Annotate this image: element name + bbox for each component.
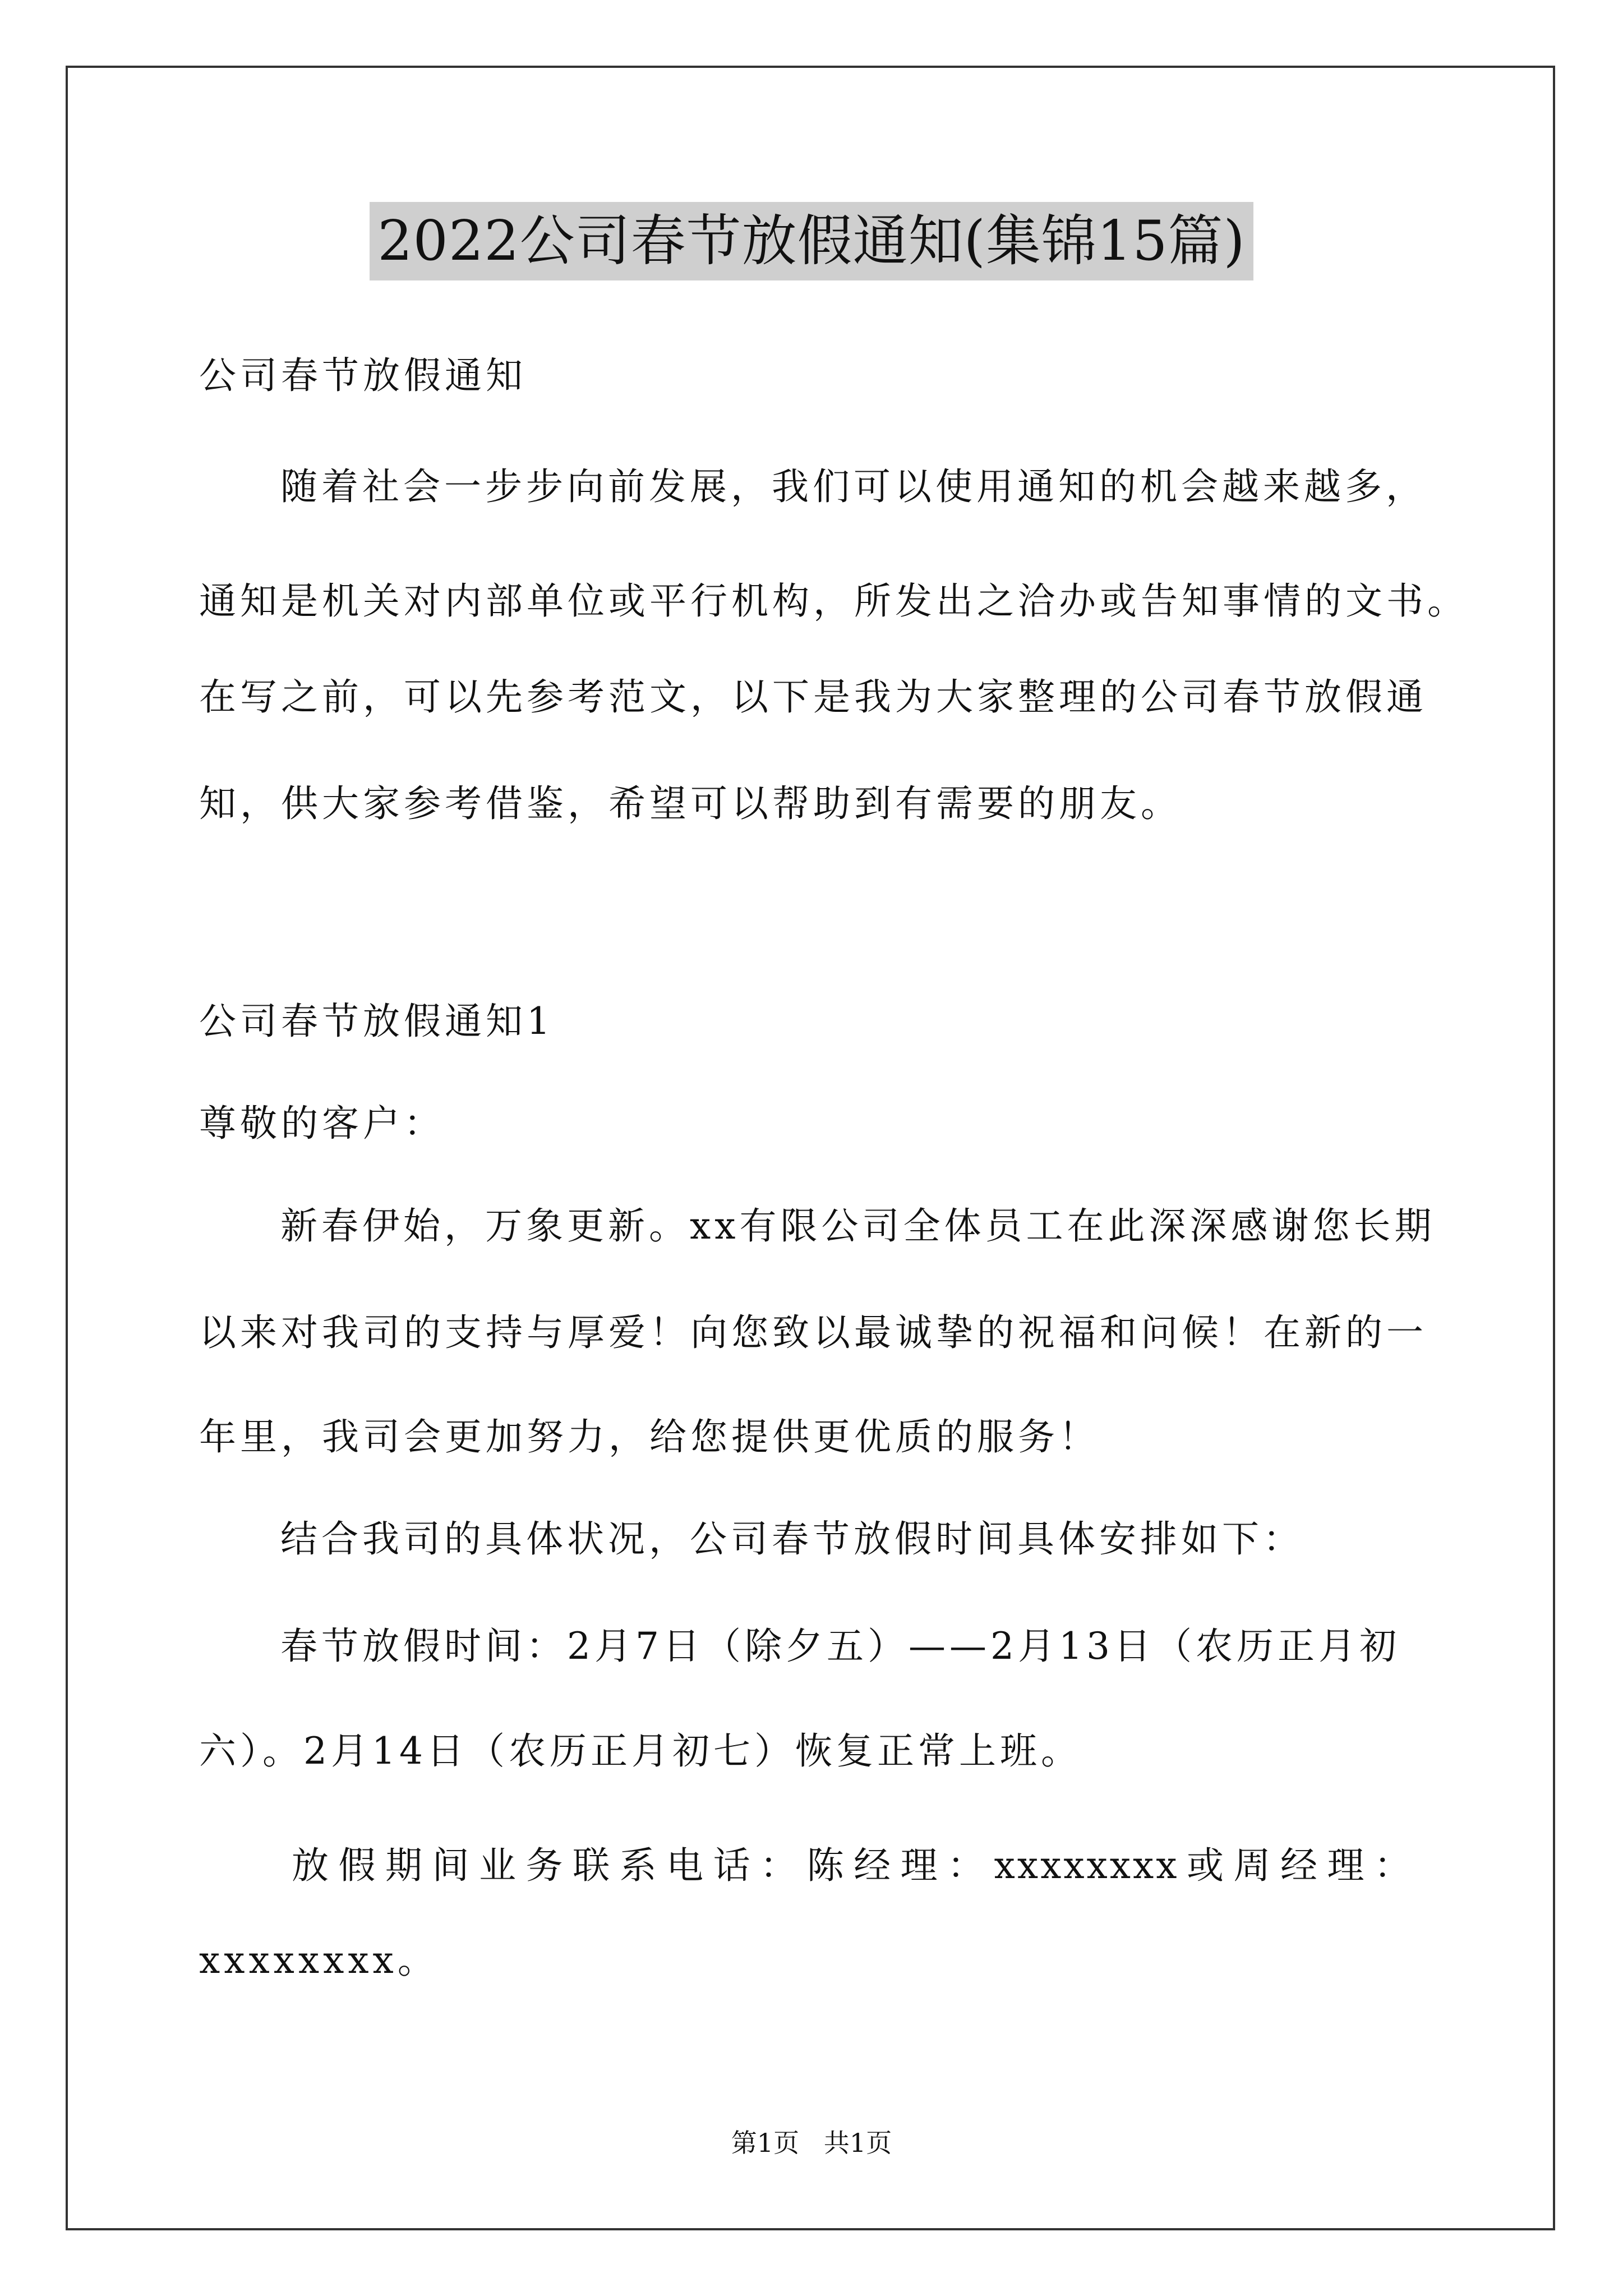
intro-line-3: 在写之前，可以先参考范文，以下是我为大家整理的公司春节放假通: [199, 675, 1427, 719]
para3-line-1: 春节放假时间：2月7日（除夕五）——2月13日（农历正月初: [280, 1625, 1400, 1668]
salutation: 尊敬的客户：: [199, 1102, 445, 1145]
document-title: 2022公司春节放假通知(集锦15篇): [370, 202, 1253, 280]
page-footer: 第1页 共1页: [731, 2128, 892, 2158]
para1-line-1: 新春伊始，万象更新。xx有限公司全体员工在此深深感谢您长期: [280, 1204, 1436, 1248]
title-container: [0, 202, 1623, 280]
intro-heading: 公司春节放假通知: [199, 354, 527, 397]
intro-line-1: 随着社会一步步向前发展，我们可以使用通知的机会越来越多，: [280, 465, 1427, 508]
intro-line-4: 知，供大家参考借鉴，希望可以帮助到有需要的朋友。: [199, 782, 1182, 825]
para4-line-2: xxxxxxxx。: [199, 1939, 439, 1982]
para3-line-2: 六）。2月14日（农历正月初七）恢复正常上班。: [199, 1729, 1082, 1773]
para1-line-2: 以来对我司的支持与厚爱！向您致以最诚挚的祝福和问候！在新的一: [199, 1311, 1427, 1354]
para2-line: 结合我司的具体状况，公司春节放假时间具体安排如下：: [280, 1517, 1304, 1561]
para1-line-3: 年里，我司会更加努力，给您提供更优质的服务！: [199, 1415, 1100, 1458]
intro-line-2: 通知是机关对内部单位或平行机构，所发出之洽办或告知事情的文书。: [199, 579, 1468, 623]
section1-heading: 公司春节放假通知1: [199, 1000, 554, 1043]
para4-line-1: 放假期间业务联系电话：陈经理：xxxxxxxx或周经理：: [292, 1844, 1413, 1887]
